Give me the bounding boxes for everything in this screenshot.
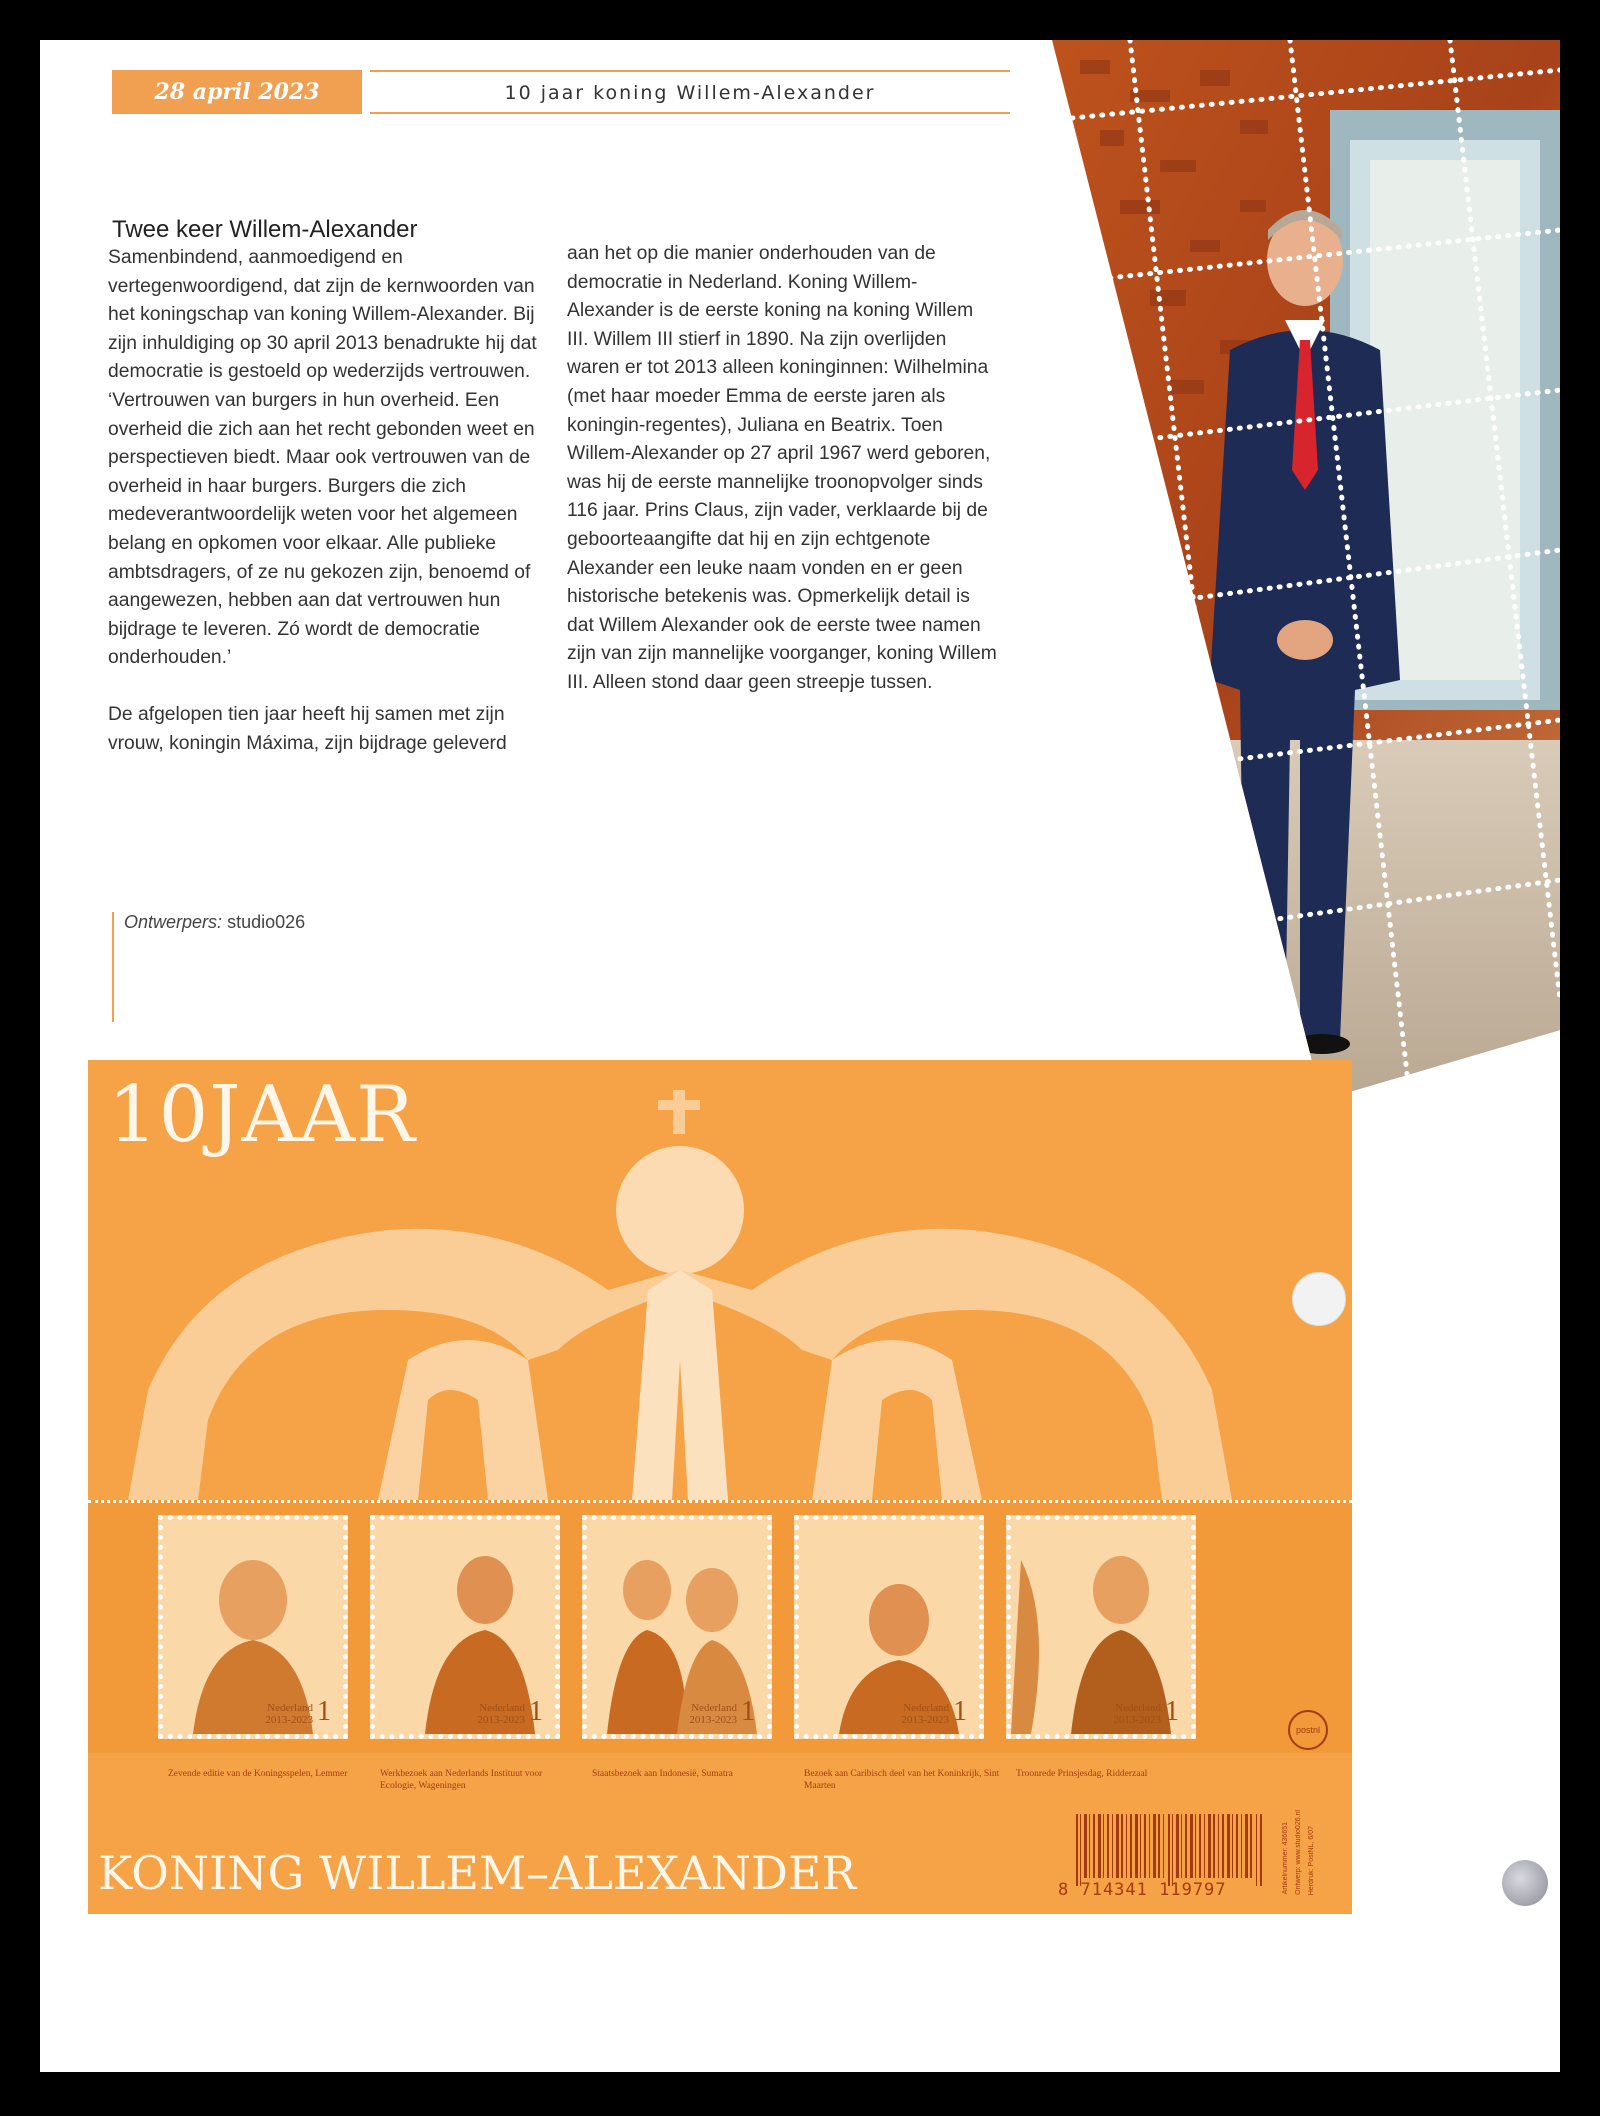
stamp-caption: Troonrede Prinsjesdag, Ridderzaal: [1016, 1769, 1148, 1779]
stamp-country-block: [477, 1702, 525, 1726]
stamp-portrait: [799, 1520, 979, 1734]
binder-hole: [1292, 1272, 1346, 1326]
stamp-country: Nederland: [479, 1702, 525, 1714]
stamp-value: 1: [317, 1696, 331, 1727]
date-tab: 28 april 2023: [112, 70, 362, 114]
barcode: [1076, 1814, 1266, 1886]
article-paragraph: Samenbindend, aanmoedigend en vertegenwoordigend, dat zijn de kernwoorden van het koningschap van koning Willem-Alexander. Bij zijn inhuldiging op 30 april 2013 benadrukte hij dat democratie is gestoeld op wederzijds vertrouwen. ‘Vertrouwen van burgers in hun overheid. Een overheid die zich aan het recht gebonden weet en perspectieven biedt. Maar ook vertrouwen van de overheid in haar burgers. Burgers die zich medeverantwoordelijk weten voor het algemeen belang en opkomen voor elkaar. Alle publieke ambtsdragers, of ze nu gekozen zijn, benoemd of aangewezen, hebben aan dat vertrouwen hun bijdrage te leveren. Zó wordt de democratie onderhouden.’: [108, 247, 537, 669]
stamp-years: 2013-2023: [265, 1714, 313, 1726]
stamp: [1006, 1515, 1196, 1739]
stamp-country-block: [1113, 1702, 1161, 1726]
article-column-right: [567, 240, 997, 698]
article-paragraph: De afgelopen tien jaar heeft hij samen met zijn vrouw, koningin Máxima, zijn bijdrage geleverd: [108, 703, 507, 754]
stamp-years: 2013-2023: [901, 1714, 949, 1726]
sheet-subtitle: KONING WILLEM–ALEXANDER: [98, 1846, 857, 1900]
stamp-country: Nederland: [267, 1702, 313, 1714]
stamp-country: Nederland: [1115, 1702, 1161, 1714]
designers-credit: [112, 912, 305, 1022]
stamp-years: 2013-2023: [689, 1714, 737, 1726]
stamp-portrait: [163, 1520, 343, 1734]
stamp-caption: Zevende editie van de Koningsspelen, Lemmer: [168, 1769, 348, 1779]
designers-label: Ontwerpers:: [124, 912, 223, 932]
article-paragraph: aan het op die manier onderhouden van de democratie in Nederland. Koning Willem-Alexander is de eerste koning na koning Willem III. Willem III stierf in 1890. Na zijn overlijden waren er tot 2013 alleen koninginnen: Wilhelmina (met haar moeder Emma de eerste jaren als koningin-regentes), Juliana en Beatrix. Toen Willem-Alexander op 27 april 1967 werd geboren, was hij de eerste mannelijke troonopvolger sinds 116 jaar. Prins Claus, zijn vader, verklaarde bij de geboorteaangifte dat hij en zijn echtgenote Alexander een leuke naam vonden en er geen historische betekenis was. Opmerkelijk detail is dat Willem Alexander ook de eerste twee namen zijn van zijn mannelijke voorganger, koning Willem III. Alleen stond daar geen streepje tussen.: [567, 243, 997, 693]
article-info-line: Ontwerp: www.studio026.nl: [1295, 1810, 1302, 1895]
postnl-logo: postnl: [1288, 1710, 1328, 1750]
stamp-years: 2013-2023: [477, 1714, 525, 1726]
stamp-portrait: [1011, 1520, 1191, 1734]
stamp-value: 1: [529, 1696, 543, 1727]
article-column-left: [108, 244, 538, 758]
binder-hole-reinforced: [1502, 1860, 1548, 1906]
stamp-country-block: [265, 1702, 313, 1726]
stamp-caption: Staatsbezoek aan Indonesië, Sumatra: [592, 1769, 733, 1779]
stamp: [158, 1515, 348, 1739]
article-info-line: Artikelnummer: 436651: [1282, 1822, 1289, 1895]
sheet-title: 10JAAR: [108, 1070, 416, 1160]
stamp-strip: [88, 1500, 1352, 1753]
stamp-country-block: [689, 1702, 737, 1726]
stamp-portrait: [587, 1520, 767, 1734]
king-photo: [1000, 40, 1560, 1100]
stamp-portrait: [375, 1520, 555, 1734]
barcode-number: 8 714341 119797: [1058, 1880, 1227, 1900]
stamp-sheet: [88, 1060, 1352, 1914]
stamp-value: 1: [741, 1696, 755, 1727]
stamp-country: Nederland: [691, 1702, 737, 1714]
stamp-value: 1: [1165, 1696, 1179, 1727]
header-title: 10 jaar koning Willem-Alexander: [370, 70, 1010, 114]
stamp: [794, 1515, 984, 1739]
designers-value: studio026: [227, 912, 306, 932]
article-info-line: Herdruk: PostNL, 6/07: [1308, 1825, 1315, 1895]
stamp: [582, 1515, 772, 1739]
stamp-caption: Werkbezoek aan Nederlands Instituut voor Ecologie, Wageningen: [380, 1769, 543, 1791]
stamp-years: 2013-2023: [1113, 1714, 1161, 1726]
stamp-caption: Bezoek aan Caribisch deel van het Koninkrijk, Sint Maarten: [804, 1769, 1000, 1791]
stamp-value: 1: [953, 1696, 967, 1727]
article-heading: Twee keer Willem-Alexander: [112, 216, 418, 243]
stamp: [370, 1515, 560, 1739]
article-info: [1282, 1810, 1342, 1906]
stamp-country-block: [901, 1702, 949, 1726]
album-page: [40, 40, 1560, 2072]
stamp-country: Nederland: [903, 1702, 949, 1714]
